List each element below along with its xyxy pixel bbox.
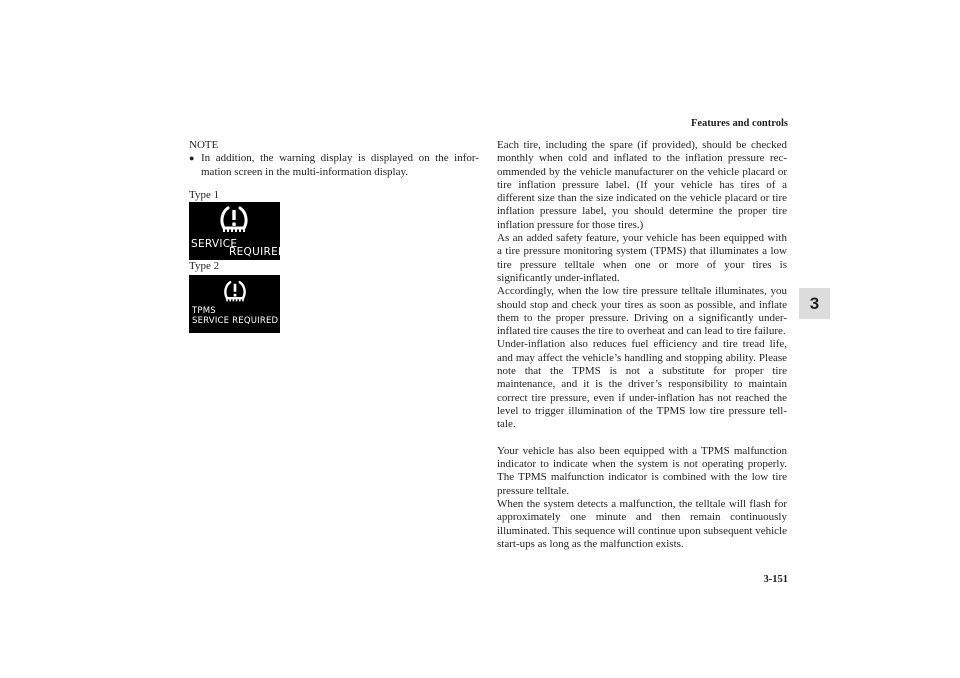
note-column bbox=[189, 139, 479, 333]
note-text: In addition, the warning display is displayed on the infor-mation screen in the multi-information display. bbox=[201, 152, 479, 178]
chapter-tab bbox=[799, 288, 830, 319]
body-paragraph: Each tire, including the spare (if provided), should be checked monthly when cold and inflated to the inflation pressure rec-ommended by the vehicle manufacturer on the vehicle placard or tire inflation pressure label. (If your vehicle has tires of a different size than the size indicated on the vehicle placard or tire inflation pressure label, you should determine the proper tire inflation pressure for those tires.) bbox=[497, 139, 787, 231]
section-header: Features and controls bbox=[690, 118, 788, 129]
service-required-display-type-1 bbox=[189, 202, 287, 260]
body-paragraph: When the system detects a malfunction, the telltale will flash for approximately one minute and then remain continuously illuminated. This sequence will continue upon subsequent vehicle start-ups as long as the malfunction exists. bbox=[497, 498, 787, 550]
body-column bbox=[497, 139, 787, 551]
display-line-2: REQUIRED bbox=[229, 246, 287, 259]
page-number: 3-151 bbox=[763, 574, 788, 585]
display-line-1: TPMS bbox=[192, 306, 216, 317]
service-required-display-type-2 bbox=[189, 275, 280, 333]
display-line-2: SERVICE REQUIRED bbox=[192, 316, 279, 327]
tire-pressure-warning-icon bbox=[219, 204, 249, 234]
bullet-icon: ● bbox=[189, 153, 195, 164]
note-item bbox=[189, 152, 479, 179]
body-paragraph: Your vehicle has also been equipped with a TPMS malfunction indicator to indicate when the system is not operating properly. The TPMS malfunction indicator is combined with the low tire pressure telltale. bbox=[497, 444, 787, 497]
chapter-number: 3 bbox=[809, 293, 820, 313]
type-1-label: Type 1 bbox=[189, 188, 220, 201]
note-title: NOTE bbox=[189, 139, 219, 151]
tire-pressure-warning-icon bbox=[223, 279, 247, 303]
body-paragraph: As an added safety feature, your vehicle has been equipped with a tire pressure monitoring system (TPMS) that illuminates a low tire pressure telltale when one or more of your tires is significantly under-inflated. bbox=[497, 232, 787, 284]
body-paragraph: Under-inflation also reduces fuel efficiency and tire tread life, and may affect the vehicle’s handling and stopping ability. Please note that the TPMS is not a substitute for proper tire maintenance, and it is the driver’s responsibility to maintain correct tire pressure, even if under-inflation has not reached the level to trigger illumination of the TPMS low tire pressure tell-tale. bbox=[497, 338, 787, 431]
type-2-label: Type 2 bbox=[189, 260, 220, 273]
display-line-1: SERVICE bbox=[191, 238, 238, 251]
body-paragraph: Accordingly, when the low tire pressure telltale illuminates, you should stop and check your tires as soon as possible, and inflate them to the proper pressure. Driving on a significantly under-inflated tire causes the tire to overheat and can lead to tire failure. bbox=[497, 285, 787, 338]
